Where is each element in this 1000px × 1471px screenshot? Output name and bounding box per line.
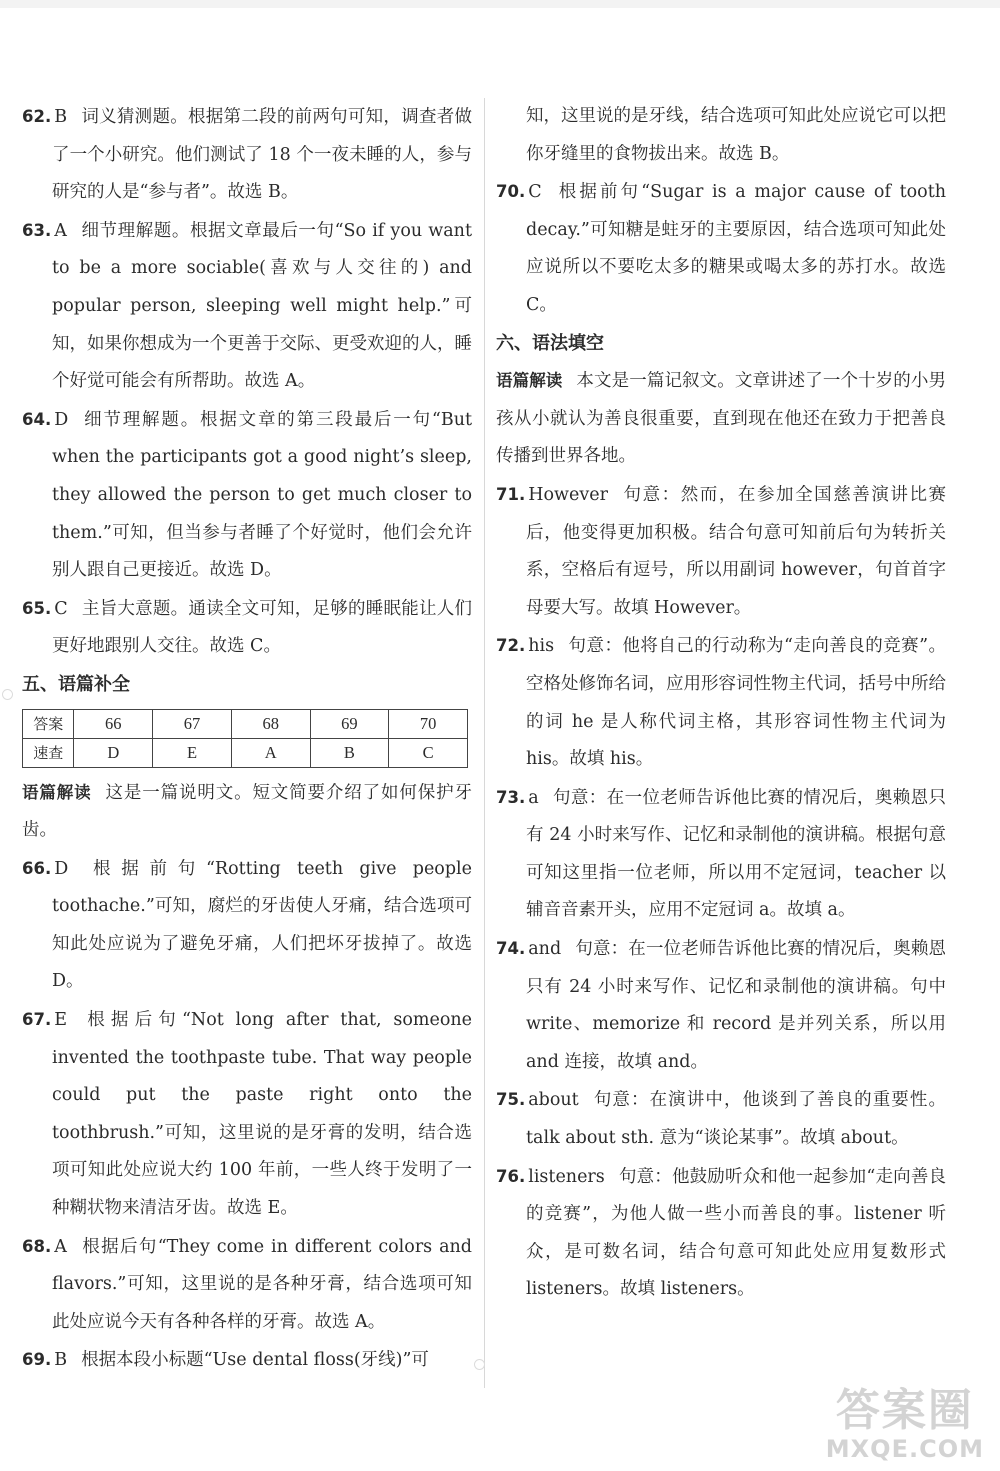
scan-mark: [474, 1359, 485, 1370]
answer-item: [22, 1228, 472, 1342]
item-explanation: 细节理解题。根据文章最后一句“So if you want to be a more sociable(喜欢与人交往的) and popular person, sleeping well might help.”可知，如果你想成为一个更善于交际、更受欢迎的人，睡个好觉可能会有所帮助。故选 A。: [52, 220, 472, 392]
watermark-logo: 答案圈: [835, 1385, 974, 1436]
item-explanation: 根据本段小标题“Use dental floss(牙线)”可: [81, 1350, 429, 1371]
item-number: 71.: [496, 484, 526, 504]
item-answer: about: [528, 1090, 579, 1111]
answer-item: [496, 779, 946, 930]
item-explanation: 根据前句“Sugar is a major cause of tooth decay.”可知糖是蛀牙的主要原因，结合选项可知此处应说所以不要吃太多的糖果或喝太多的苏打水。故选 C。: [526, 182, 946, 315]
answer-table-cell: D: [74, 738, 153, 767]
item-explanation: 根据前句“Rotting teeth give people toothache.”可知，腐烂的牙齿使人牙痛，结合选项可知此处应说为了避免牙痛，人们把坏牙拔掉了。故选 D。: [52, 858, 472, 992]
item-number: 65.: [22, 598, 52, 618]
item-answer: listeners: [528, 1166, 605, 1187]
right-item-list-b: [496, 476, 946, 1309]
answer-item: [496, 627, 946, 778]
item-answer: However: [528, 484, 608, 505]
reading-summary-5: [22, 774, 472, 850]
item-explanation: 根据后句“They come in different colors and flavors.”可知，这里说的是各种牙膏，结合选项可知此处应说今天有各种各样的牙膏。故选 A。: [52, 1236, 472, 1332]
item-explanation: 词义猜测题。根据第二段的前两句可知，调查者做了一个小研究。他们测试了 18 个一夜未睡的人，参与研究的人是“参与者”。故选 B。: [52, 107, 472, 203]
answer-table-cell: A: [231, 738, 310, 767]
answer-table-row-answers: [23, 738, 468, 767]
item-answer: C: [54, 598, 68, 619]
answer-table-cell: 66: [74, 709, 153, 738]
item-explanation: 句意：他鼓励听众和他一起参加“走向善良的竞赛”，为他人做一些小而善良的事。listener 听众，是可数名词，结合句意可知此处应用复数形式 listeners。故填 listeners。: [526, 1166, 946, 1300]
left-item-list-b: [22, 850, 472, 1380]
reading-text: 这是一篇说明文。短文简要介绍了如何保护牙齿。: [22, 782, 473, 841]
item-number: 62.: [22, 107, 52, 126]
item-answer: D: [54, 409, 69, 430]
item-answer: a: [528, 787, 539, 808]
item-explanation: 句意：在一位老师告诉他比赛的情况后，奥赖恩只有 24 小时来写作、记忆和录制他的演讲稿。句中 write、memorize 和 record 是并列关系，所以用 and 连接，故填 and。: [526, 939, 946, 1072]
answer-item: [496, 1158, 946, 1309]
item-answer: his: [528, 636, 555, 657]
answer-item: [496, 173, 946, 324]
answer-table-head: 速查: [23, 738, 74, 767]
item-answer: B: [54, 107, 68, 127]
answer-item: [22, 401, 472, 590]
answer-table-cell: E: [153, 738, 232, 767]
answer-table-cell: 68: [231, 709, 310, 738]
item-number: 66.: [22, 858, 52, 878]
reading-label: 语篇解读: [496, 371, 563, 391]
section-6-title: 六、语法填空: [496, 332, 604, 354]
continued-text: 知，这里说的是牙线，结合选项可知此处应说它可以把你牙缝里的食物拔出来。故选 B。: [526, 106, 946, 164]
item-explanation: 根据后句“Not long after that, someone invented the toothpaste tube. That way people could put the paste right onto the toothbrush.”可知，这里说的是牙膏的发明，结合选项可知此处应说大约 100 年前，一些人终于发明了一种糊状物来清洁牙齿。故选 E。: [52, 1010, 472, 1219]
answer-item: [22, 850, 472, 1001]
item-explanation: 句意：在一位老师告诉他比赛的情况后，奥赖恩只有 24 小时来写作、记忆和录制他的演讲稿。根据句意可知这里指一位老师，所以用不定冠词，teacher 以辅音音素开头，应用不定冠词 a。故填 a。: [526, 787, 946, 921]
answer-table-cell: 69: [310, 709, 389, 738]
scan-mark: [2, 689, 13, 700]
answer-table-cell: 67: [153, 709, 232, 738]
item-number: 68.: [22, 1236, 52, 1256]
item-number: 67.: [22, 1010, 52, 1030]
page-top-strip: [0, 0, 1000, 8]
item-number: 72.: [496, 636, 526, 656]
answer-table: [22, 709, 468, 768]
answer-item: [22, 590, 472, 666]
item-explanation: 细节理解题。根据文章的第三段最后一句“But when the participants got a good night’s sleep, they allowed the person to get much closer to them.”可知，但当参与者睡了个好觉时，他们会允许别人跟自己更接近。故选 D。: [52, 409, 472, 581]
column-divider: [484, 98, 485, 1388]
answer-table-head: 答案: [23, 709, 74, 738]
left-item-list-a: [22, 98, 472, 666]
answer-item: [496, 930, 946, 1081]
answer-table-cell: C: [389, 738, 468, 767]
item-number: 69.: [22, 1350, 52, 1370]
item-number: 75.: [496, 1090, 526, 1110]
answer-item: [22, 1001, 472, 1228]
left-column: [22, 98, 472, 1380]
answer-item: [22, 1341, 472, 1380]
answer-item: [22, 98, 472, 212]
answer-table-row-numbers: [23, 709, 468, 738]
answer-item: [22, 212, 472, 401]
answer-item: [496, 476, 946, 627]
answer-table-cell: B: [310, 738, 389, 767]
item-explanation: 主旨大意题。通读全文可知，足够的睡眠能让人们更好地跟别人交往。故选 C。: [52, 598, 472, 657]
item-number: 70.: [496, 182, 526, 202]
item-answer: A: [54, 1236, 67, 1257]
answer-item: [496, 1081, 946, 1157]
item-number: 76.: [496, 1166, 526, 1186]
item-number: 74.: [496, 939, 526, 959]
reading-text: 本文是一篇记叙文。文章讲述了一个十岁的小男孩从小就认为善良很重要，直到现在他还在致力于把善良传播到世界各地。: [496, 371, 947, 467]
item-number: 64.: [22, 409, 52, 429]
item-answer: D: [54, 858, 69, 879]
item-answer: C: [528, 182, 542, 203]
item-explanation: 句意：在演讲中，他谈到了善良的重要性。talk about sth. 意为“谈论某事”。故填 about。: [526, 1090, 946, 1149]
item-number: 63.: [22, 220, 52, 240]
watermark-url: MXQE.COM: [825, 1435, 984, 1463]
item-explanation: 句意：他将自己的行动称为“走向善良的竞赛”。空格处修饰名词，应用形容词性物主代词，括号中所给的词 he 是人称代词主格，其形容词性物主代词为 his。故填 his。: [526, 636, 946, 770]
section-5-title: 五、语篇补全: [22, 673, 130, 695]
item-number: 73.: [496, 787, 526, 807]
item-answer: and: [528, 939, 562, 960]
answer-table-cell: 70: [389, 709, 468, 738]
watermark: [826, 1387, 984, 1463]
item-answer: E: [54, 1010, 68, 1031]
right-item-list-a: [496, 173, 946, 324]
item-answer: B: [54, 1350, 68, 1371]
item-explanation: 句意：然而，在参加全国慈善演讲比赛后，他变得更加积极。结合句意可知前后句为转折关系，空格后有逗号，所以用副词 however，句首首字母要大写。故填 However。: [526, 484, 946, 618]
right-column: [496, 98, 946, 1309]
reading-label: 语篇解读: [22, 782, 92, 802]
item-answer: A: [54, 220, 67, 241]
reading-summary-6: [496, 362, 946, 476]
